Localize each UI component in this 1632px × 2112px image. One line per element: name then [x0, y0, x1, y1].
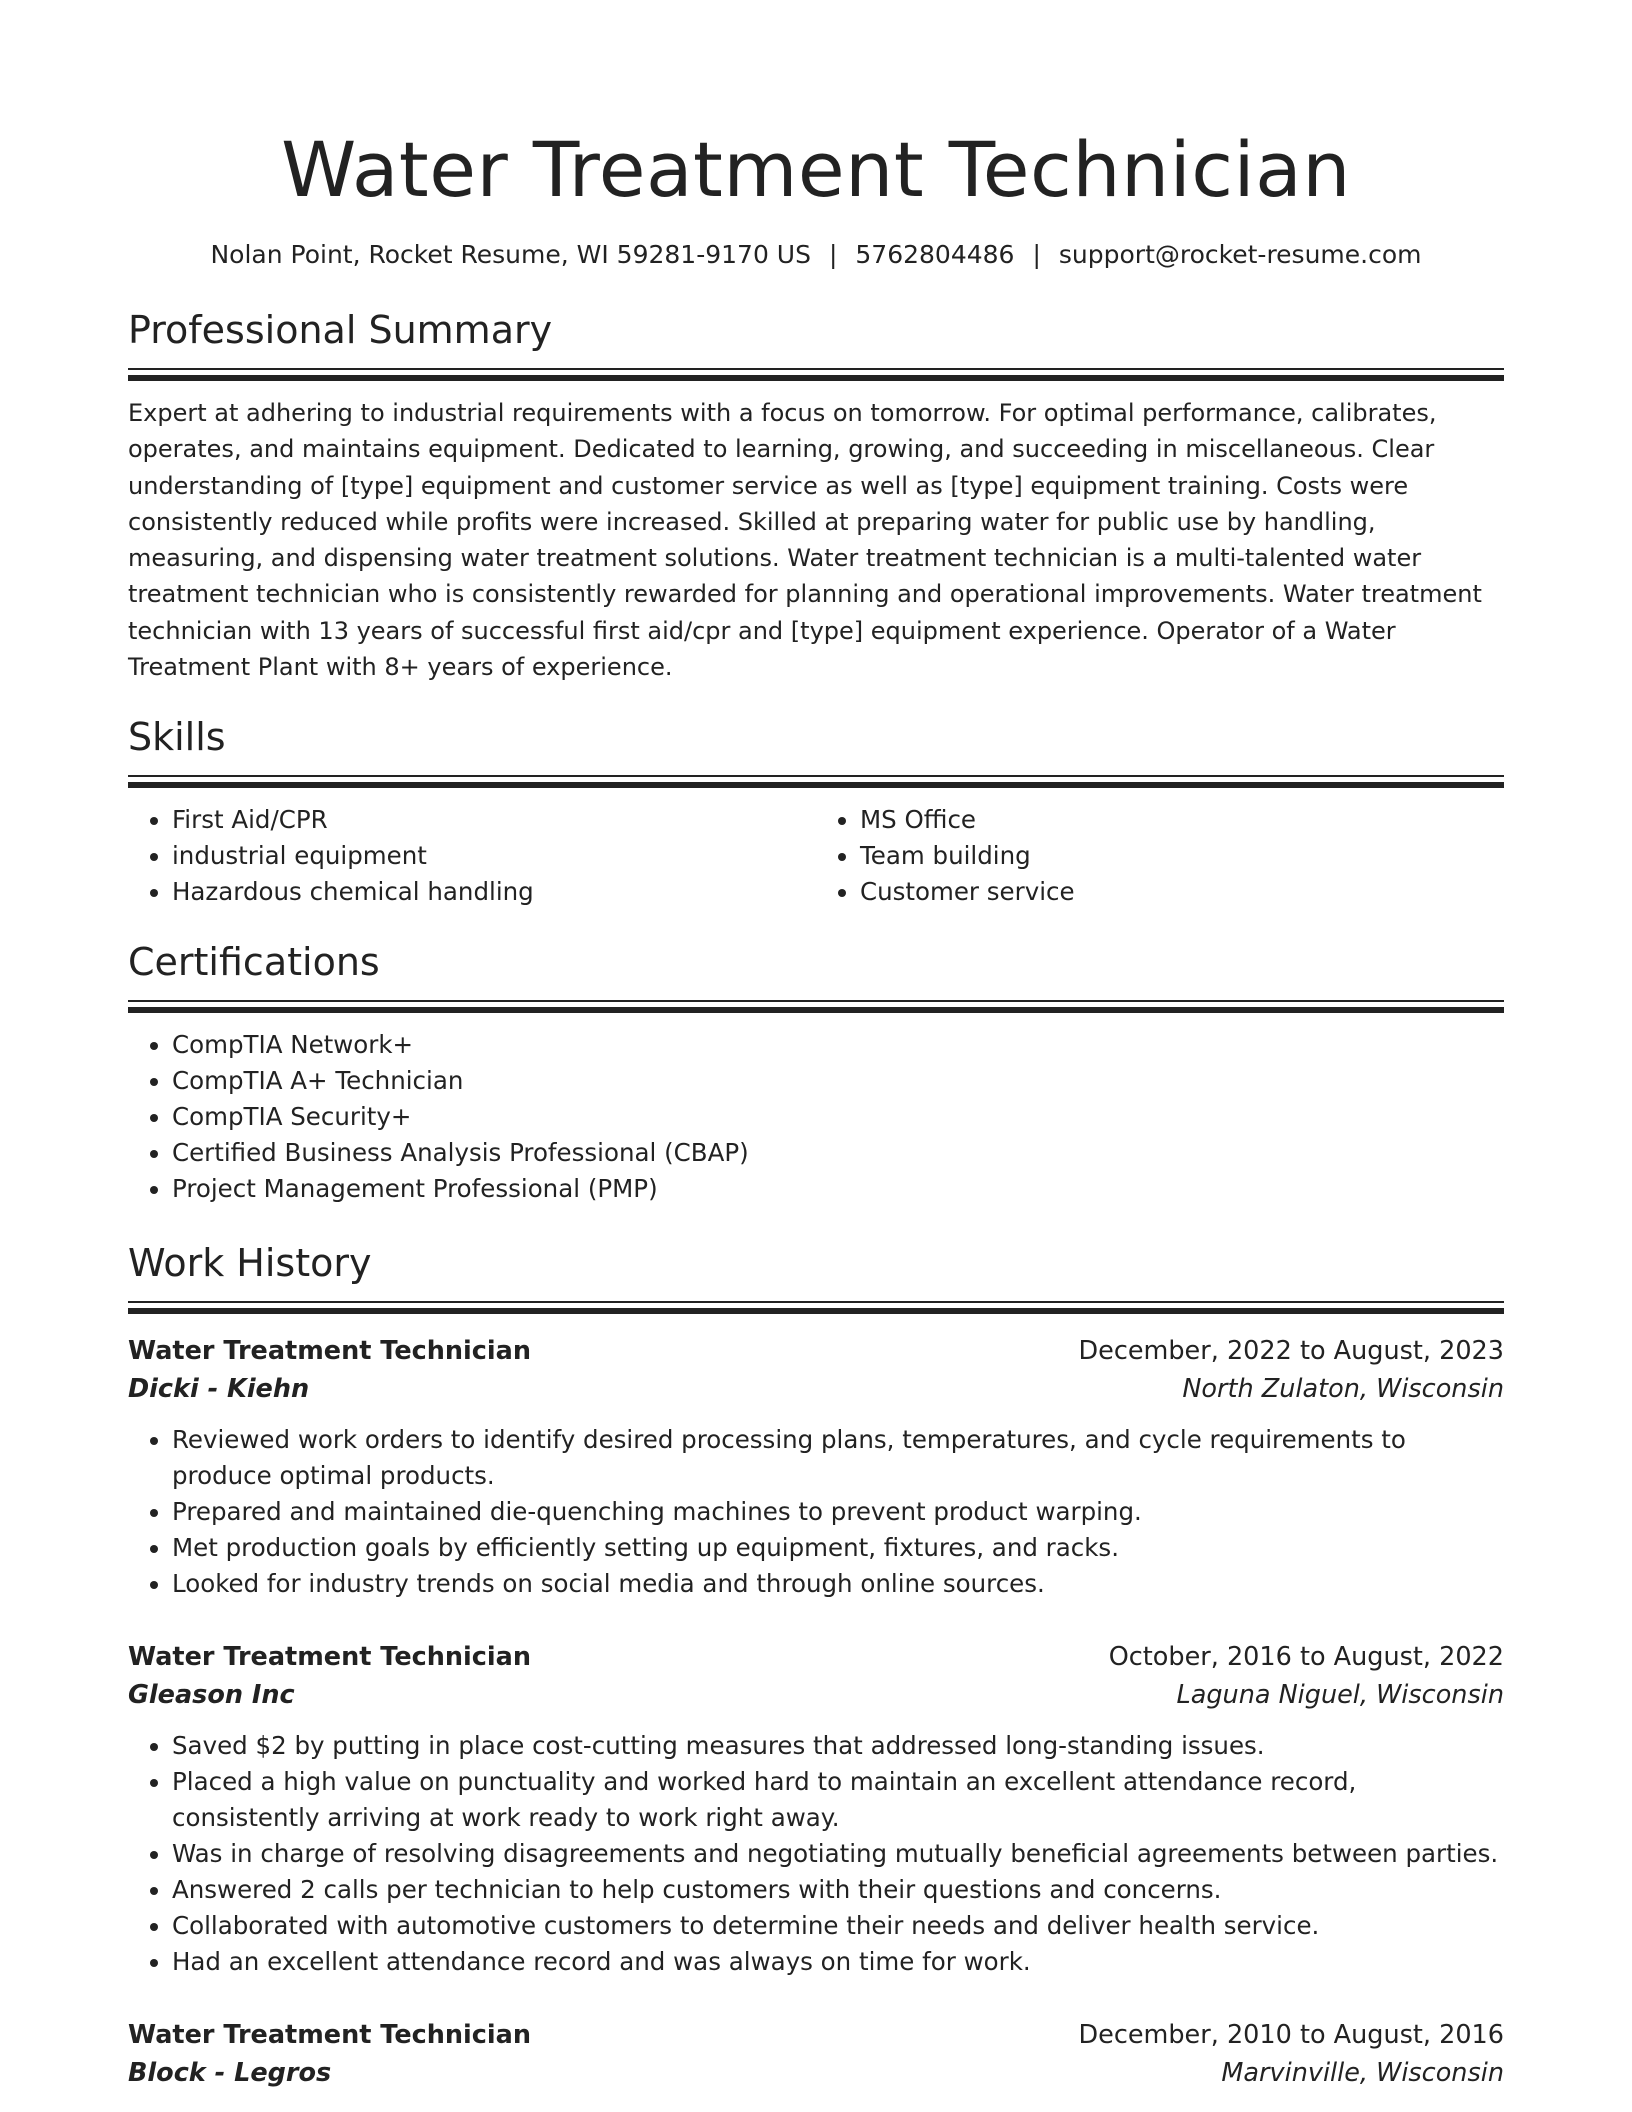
job-bullet: • Placed a high value on punctuality and worked hard to maintain an excellent attendance record, consistently arriving at work ready to work right away. — [172, 1764, 1504, 1836]
certification-item: • CompTIA Security+ — [172, 1099, 1504, 1135]
job-subheader-row — [128, 1370, 1504, 1408]
section-divider — [128, 1000, 1504, 1013]
job-company: Gleason Inc — [128, 1680, 295, 1711]
contact-phone: 5762804486 — [855, 240, 1015, 269]
job-dates: October, 2016 to August, 2022 — [1108, 1642, 1504, 1673]
skills-section — [128, 713, 1504, 910]
resume-name: Water Treatment Technician — [281, 125, 1351, 214]
job-header-row — [128, 1332, 1504, 1370]
job-bullet: • Saved $2 by putting in place cost-cutting measures that addressed long-standing issues. — [172, 1728, 1504, 1764]
summary-text: Expert at adhering to industrial requirements with a focus on tomorrow. For optimal performance, calibrates, operates, and maintains equipment. Dedicated to learning, growing, and succeeding in miscellaneous. Clear understanding of [type] equipment and customer service as well as [type] equipment training. Costs were consistently reduced while profits were increased. Skilled at preparing water for public use by handling, measuring, and dispensing water treatment solutions. Water treatment technician is a multi-talented water treatment technician who is consistently rewarded for planning and operational improvements. Water treatment technician with 13 years of successful first aid/cpr and [type] equipment experience. Operator of a Water Treatment Plant with 8+ years of experience. — [128, 399, 1482, 682]
job-bullet: • Collaborated with automotive customers to determine their needs and deliver health service. — [172, 1908, 1504, 1944]
section-title-work-history: Work History — [128, 1241, 372, 1286]
section-divider — [128, 368, 1504, 381]
certification-item: • CompTIA Network+ — [172, 1027, 1504, 1063]
job-subheader-row — [128, 1676, 1504, 1714]
section-title-skills: Skills — [128, 715, 226, 760]
section-title-certifications: Certifications — [128, 940, 380, 985]
job-dates: December, 2010 to August, 2016 — [1078, 2020, 1504, 2051]
job-title: Water Treatment Technician — [128, 1336, 531, 1367]
job-company: Dicki - Kiehn — [128, 1374, 310, 1405]
job-bullet: • Was in charge of resolving disagreements and negotiating mutually beneficial agreements between parties. — [172, 1836, 1504, 1872]
job-bullet: • Answered 2 calls per technician to help customers with their questions and concerns. — [172, 1872, 1504, 1908]
job-bullet: • Reviewed work orders to identify desired processing plans, temperatures, and cycle requirements to produce optimal products. — [172, 1422, 1504, 1494]
job-bullet: • Had an excellent attendance record and was always on time for work. — [172, 1944, 1504, 1980]
skill-item: • Hazardous chemical handling — [172, 874, 816, 910]
job-bullets — [128, 1422, 1504, 1602]
summary-section — [128, 306, 1504, 685]
skill-item: • First Aid/CPR — [172, 802, 816, 838]
contact-separator: | — [828, 240, 838, 269]
contact-address: Nolan Point, Rocket Resume, WI 59281-9170 US — [210, 240, 811, 269]
job-bullet: • Met production goals by efficiently setting up equipment, fixtures, and racks. — [172, 1530, 1504, 1566]
contact-line — [128, 238, 1504, 272]
job-entry — [128, 2016, 1504, 2092]
skill-item: • MS Office — [860, 802, 1504, 838]
work-history-section — [128, 1239, 1504, 2092]
section-divider — [128, 775, 1504, 788]
certification-item: • CompTIA A+ Technician — [172, 1063, 1504, 1099]
skill-item: • Team building — [860, 838, 1504, 874]
job-bullet: • Looked for industry trends on social media and through online sources. — [172, 1566, 1504, 1602]
section-title-summary: Professional Summary — [128, 308, 553, 352]
contact-separator: | — [1032, 240, 1041, 269]
job-subheader-row — [128, 2054, 1504, 2092]
skills-list-left — [128, 802, 816, 910]
job-location: Marvinville, Wisconsin — [1221, 2058, 1504, 2089]
job-location: North Zulaton, Wisconsin — [1182, 1374, 1504, 1405]
skill-item: • industrial equipment — [172, 838, 816, 874]
job-header-row — [128, 1638, 1504, 1676]
resume-content — [128, 122, 1504, 2092]
certifications-list — [128, 1027, 1504, 1207]
job-bullets — [128, 1728, 1504, 1980]
job-location: Laguna Niguel, Wisconsin — [1176, 1680, 1504, 1711]
job-header-row — [128, 2016, 1504, 2054]
certification-item: • Project Management Professional (PMP) — [172, 1171, 1504, 1207]
certification-item: • Certified Business Analysis Professional (CBAP) — [172, 1135, 1504, 1171]
job-title: Water Treatment Technician — [128, 1642, 531, 1673]
skill-item: • Customer service — [860, 874, 1504, 910]
skills-list-right — [816, 802, 1504, 910]
section-divider — [128, 1301, 1504, 1314]
contact-email: support@rocket-resume.com — [1058, 240, 1422, 269]
job-company: Block - Legros — [128, 2058, 332, 2089]
job-entry — [128, 1638, 1504, 1980]
certifications-section — [128, 938, 1504, 1207]
job-entry — [128, 1332, 1504, 1602]
job-bullet: • Prepared and maintained die-quenching machines to prevent product warping. — [172, 1494, 1504, 1530]
job-title: Water Treatment Technician — [128, 2020, 531, 2051]
skills-columns — [128, 802, 1504, 910]
job-dates: December, 2022 to August, 2023 — [1078, 1336, 1504, 1367]
